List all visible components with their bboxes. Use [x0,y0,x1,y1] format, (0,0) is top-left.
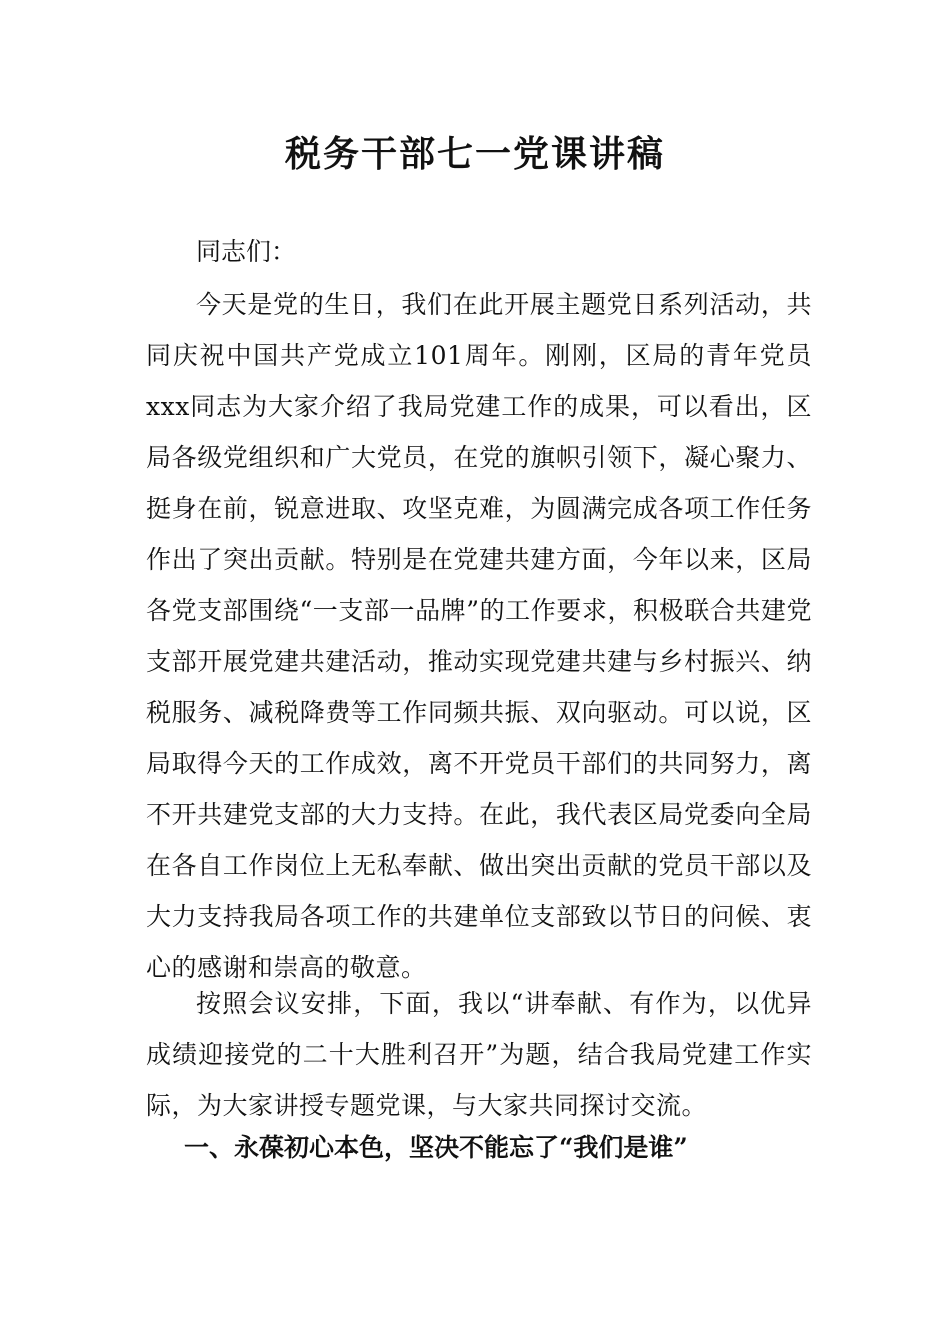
section-heading: 一、永葆初心本色，坚决不能忘了“我们是谁” [184,1133,688,1162]
salutation: 同志们： [196,237,297,266]
body-paragraph: 今天是党的生日，我们在此开展主题党日系列活动，共同庆祝中国共产党成立101周年。刚刚，区局的青年党员xxx同志为大家介绍了我局党建工作的成果，可以看出，区局各级党组织和广大党员，在党的旗帜引领下，凝心聚力、挺身在前，锐意进取、攻坚克难，为圆满完成各项工作任务作出了突出贡献。特别是在党建共建方面，今年以来，区局各党支部围绕“一支部一品牌”的工作要求，积极联合共建党支部开展党建共建活动，推动实现党建共建与乡村振兴、纳税服务、减税降费等工作同频共振、双向驱动。可以说，区局取得今天的工作成效，离不开党员干部们的共同努力，离不开共建党支部的大力支持。在此，我代表区局党委向全局在各自工作岗位上无私奉献、做出突出贡献的党员干部以及大力支持我局各项工作的共建单位支部致以节日的问候、衷心的感谢和崇高的敬意。 [146,290,812,982]
document-title: 税务干部七一党课讲稿 [284,133,665,175]
body-paragraph: 按照会议安排，下面，我以“讲奉献、有作为，以优异成绩迎接党的二十大胜利召开”为题，结合我局党建工作实际，为大家讲授专题党课，与大家共同探讨交流。 [146,989,812,1120]
